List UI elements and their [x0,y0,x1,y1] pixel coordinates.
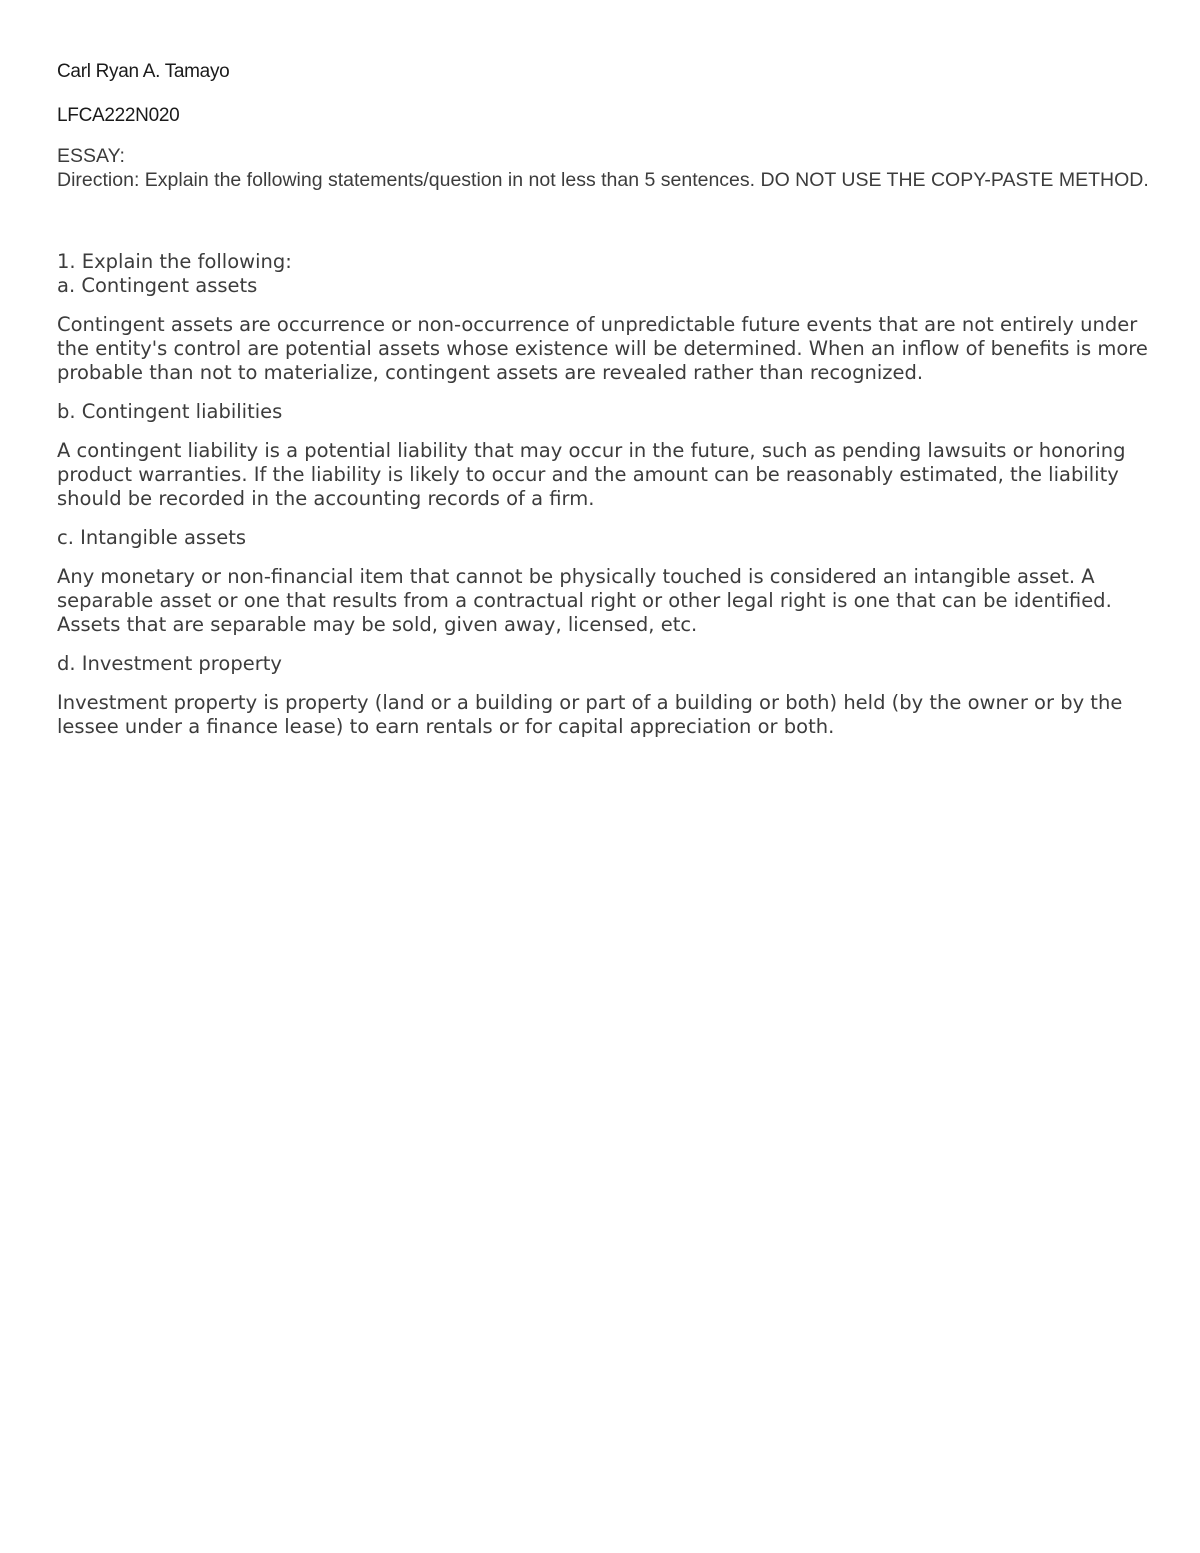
answer-investment-property: Investment property is property (land or a building or part of a building or both) held (by the owner or by the lessee under a finance lease) to earn rentals or for capital appreciation or both. [57,691,1123,738]
question-block [57,250,1157,739]
document-page [57,58,1157,754]
item-label-intangible-assets: c. Intangible assets [57,526,247,549]
item-label-contingent-liabilities: b. Contingent liabilities [57,400,283,423]
question-prompt: 1. Explain the following: [57,250,292,273]
student-name: Carl Ryan A. Tamayo [57,61,230,82]
course-code: LFCA222N020 [57,105,180,126]
answer-intangible-assets: Any monetary or non-financial item that cannot be physically touched is considered an intangible asset. A separable asset or one that results from a contractual right or other legal right is one that can be identified. Assets that are separable may be sold, given away, licensed, etc. [57,565,1112,636]
direction-text: Direction: Explain the following statements/question in not less than 5 sentences. DO NOT USE THE COPY-PASTE METHOD. [57,169,1149,191]
item-label-contingent-assets: a. Contingent assets [57,274,258,297]
instructions-block [57,144,1157,192]
item-label-investment-property: d. Investment property [57,652,282,675]
essay-title: ESSAY: [57,145,125,167]
answer-contingent-assets: Contingent assets are occurrence or non-occurrence of unpredictable future events that are not entirely under the entity's control are potential assets whose existence will be determined. When an inflow of benefits is more probable than not to materialize, contingent assets are revealed rather than recognized. [57,313,1148,384]
answer-contingent-liabilities: A contingent liability is a potential liability that may occur in the future, such as pending lawsuits or honoring product warranties. If the liability is likely to occur and the amount can be reasonably estimated, the liability should be recorded in the accounting records of a firm. [57,439,1126,510]
